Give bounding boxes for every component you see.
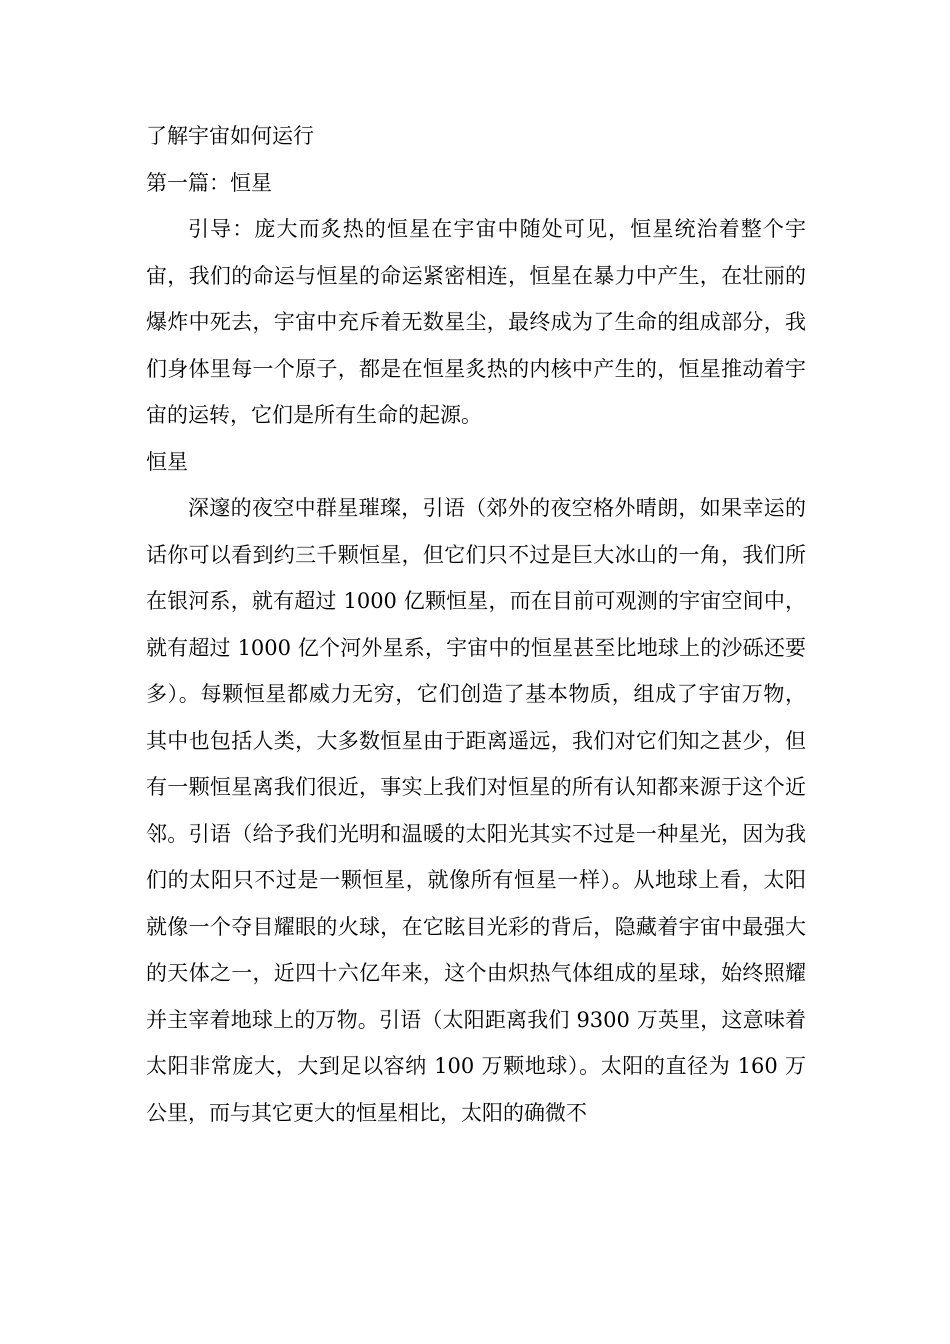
document-title: 了解宇宙如何运行	[146, 124, 314, 148]
intro-paragraph: 引导：庞大而炙热的恒星在宇宙中随处可见，恒星统治着整个宇宙，我们的命运与恒星的命运紧密相连，恒星在暴力中产生，在壮丽的爆炸中死去，宇宙中充斥着无数星尘，最终成为了生命的组成部分，我们身体里每一个原子，都是在恒星炙热的内核中产生的，恒星推动着宇宙的运转，它们是所有生命的起源。	[146, 217, 806, 427]
section-heading: 恒星	[146, 449, 188, 474]
body-paragraph: 深邃的夜空中群星璀璨，引语（郊外的夜空格外晴朗，如果幸运的话你可以看到约三千颗恒星，但它们只不过是巨大冰山的一角，我们所在银河系，就有超过 1000 亿颗恒星，而在目前可观测的宇宙空间中，就有超过 1000 亿个河外星系，宇宙中的恒星甚至比地球上的沙砾还要多）。每颗恒星都威力无穷，它们创造了基本物质，组成了宇宙万物，其中也包括人类，大多数恒星由于距离遥远，我们对它们知之甚少，但有一颗恒星离我们很近，事实上我们对恒星的所有认知都来源于这个近邻。引语（给予我们光明和温暖的太阳光其实不过是一种星光，因为我们的太阳只不过是一颗恒星，就像所有恒星一样）。从地球上看，太阳就像一个夺目耀眼的火球，在它眩目光彩的背后，隐藏着宇宙中最强大的天体之一，近四十六亿年来，这个由炽热气体组成的星球，始终照耀并主宰着地球上的万物。引语（太阳距离我们 9300 万英里，这意味着太阳非常庞大，大到足以容纳 100 万颗地球）。太阳的直径为 160 万公里，而与其它更大的恒星相比，太阳的确微不	[146, 496, 806, 1125]
chapter-heading: 第一篇：恒星	[146, 170, 272, 195]
document-content	[146, 113, 806, 1136]
